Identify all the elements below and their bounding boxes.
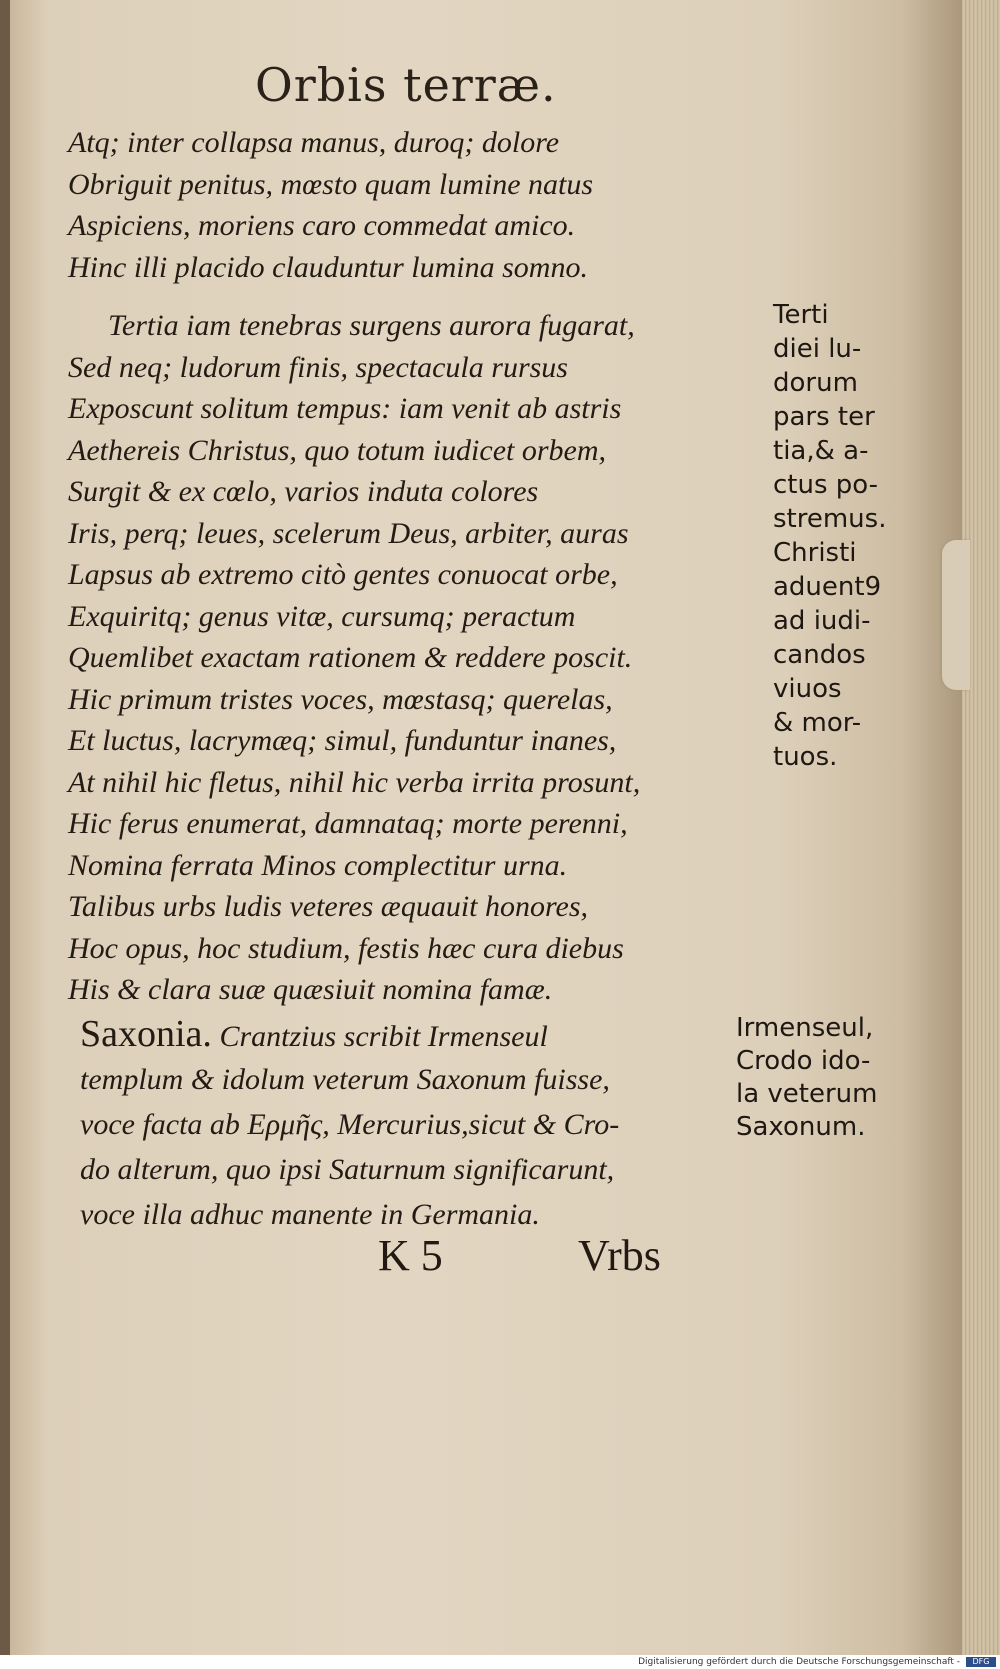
verse-block-1	[68, 122, 593, 288]
margin-line: candos	[773, 640, 866, 670]
prose-line: templum & idolum veterum Saxonum fuisse,	[80, 1063, 610, 1096]
verse-line: Hoc opus, hoc studium, festis hæc cura diebus	[68, 931, 624, 965]
verse-line: Exposcunt solitum tempus: iam venit ab astris	[68, 392, 622, 425]
margin-line: pars ter	[773, 402, 875, 432]
margin-line: la veterum	[736, 1079, 878, 1109]
verse-line: Aethereis Christus, quo totum iudicet orbem,	[68, 433, 607, 467]
prose-line: voce facta ab Ερμῆς, Mercurius,sicut & Cro-	[80, 1108, 620, 1141]
verse-line: Exquiritq; genus vitæ, cursumq; peractum	[68, 599, 576, 633]
verse-line: Atq; inter collapsa manus, duroq; dolore	[68, 126, 560, 159]
catchword: Vrbs	[578, 1231, 661, 1280]
verse-line: Quemlibet exactam rationem & reddere poscit.	[68, 641, 633, 674]
verse-line: Sed neq; ludorum finis, spectacula rursus	[68, 350, 568, 384]
margin-line: aduent9	[773, 572, 882, 602]
digitization-footer	[0, 1655, 1000, 1669]
margin-note-tertia	[773, 298, 886, 774]
margin-note-irmenseul	[736, 1012, 878, 1144]
footer-credit: Digitalisierung gefördert durch die Deutsche Forschungsgemeinschaft -	[638, 1657, 960, 1667]
margin-line: dorum	[773, 368, 858, 398]
verse-line: His & clara suæ quæsiuit nomina famæ.	[68, 973, 553, 1006]
verse-line: Hinc illi placido clauduntur lumina somno.	[68, 250, 588, 284]
verse-line: Tertia iam tenebras surgens aurora fugarat,	[108, 309, 635, 342]
prose-line: do alterum, quo ipsi Saturnum significarunt,	[80, 1153, 615, 1186]
margin-line: diei lu-	[773, 334, 862, 364]
prose-line-first	[80, 1012, 710, 1057]
margin-line: ad iudi-	[773, 606, 871, 636]
margin-line: ctus po-	[773, 470, 879, 500]
margin-line: Crodo ido-	[736, 1046, 871, 1076]
margin-line: tuos.	[773, 742, 838, 772]
prose-text: Crantzius scribit Irmenseul	[219, 1020, 548, 1053]
margin-line: & mor-	[773, 708, 862, 738]
page-edges	[962, 0, 1000, 1655]
verse-line: Hic primum tristes voces, mœstasq; querelas,	[68, 682, 613, 716]
margin-line: Irmenseul,	[736, 1013, 874, 1043]
verse-line: Talibus urbs ludis veteres æquauit honores,	[68, 890, 589, 923]
verse-block-2	[68, 305, 640, 1011]
prose-saxonia	[80, 1012, 710, 1237]
verse-line: Nomina ferrata Minos complectitur urna.	[68, 848, 568, 882]
margin-line: Saxonum.	[736, 1112, 866, 1142]
verse-line: Hic ferus enumerat, damnataq; morte perenni,	[68, 807, 628, 840]
dfg-logo: DFG	[966, 1657, 996, 1667]
margin-line: viuos	[773, 674, 842, 704]
prose-line: voce illa adhuc manente in Germania.	[80, 1198, 540, 1231]
verse-line: Iris, perq; leues, scelerum Deus, arbiter, auras	[68, 516, 629, 550]
signature-mark: K 5	[378, 1231, 443, 1280]
verse-line: Surgit & ex cœlo, varios induta colores	[68, 475, 539, 508]
margin-line: Christi	[773, 538, 857, 568]
running-head: Orbis terræ.	[255, 58, 557, 112]
margin-line: stremus.	[773, 504, 887, 534]
lead-word: Saxonia.	[80, 1013, 212, 1055]
margin-line: Terti	[773, 300, 829, 330]
verse-line: Et luctus, lacrymæq; simul, funduntur inanes,	[68, 724, 617, 757]
verse-line: Obriguit penitus, mœsto quam lumine natus	[68, 167, 594, 201]
verse-line: At nihil hic fletus, nihil hic verba irrita prosunt,	[68, 765, 641, 799]
margin-line: tia,& a-	[773, 436, 869, 466]
verse-line: Lapsus ab extremo citò gentes conuocat orbe,	[68, 558, 618, 591]
verse-line: Aspiciens, moriens caro commedat amico.	[68, 209, 576, 242]
page-tab	[942, 540, 970, 690]
